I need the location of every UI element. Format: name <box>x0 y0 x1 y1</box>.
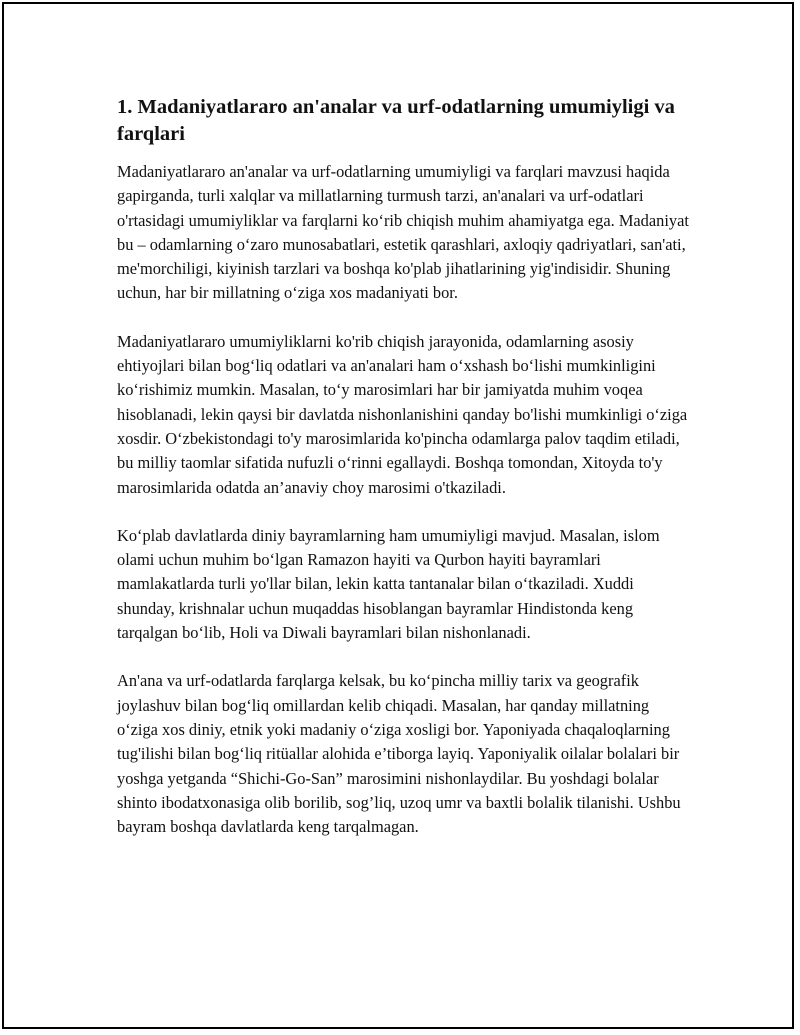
paragraph-4: An'ana va urf-odatlarda farqlarga kelsak, bu ko‘pincha milliy tarix va geografik joylashuv bilan bog‘liq omillardan kelib chiqadi. Masalan, har qanday millatning o‘ziga xos diniy, etnik yoki madaniy o‘ziga xosligi bor. Yaponiyada chaqaloqlarning tug'ilishi bilan bog‘liq ritüallar alohida e’tiborga layiq. Yaponiyalik oilalar bolalari bir yoshga yetganda “Shichi-Go-San” marosimini nishonlaydilar. Bu yoshdagi bolalar shinto ibodatxonasiga olib borilib, sog’liq, uzoq umr va baxtli bolalik tilanishi. Ushbu bayram boshqa davlatlarda keng tarqalmagan. <box>117 671 681 837</box>
section-heading: 1. Madaniyatlararo an'analar va urf-odatlarning umumiyligi va farqlari <box>117 96 675 145</box>
paragraph-2: Madaniyatlararo umumiyliklarni ko'rib chiqish jarayonida, odamlarning asosiy ehtiyojlari bilan bog‘liq odatlari va an'analari ham o‘xshash bo‘lishi mumkinligini ko‘rishimiz mumkin. Masalan, to‘y marosimlari har bir jamiyatda muhim voqea hisoblanadi, lekin qaysi bir davlatda nishonlanishini qanday bo'lishi mumkinligi o‘ziga xosdir. O‘zbekistondagi to'y marosimlarida ko'pincha odamlarga palov taqdim etiladi, bu milliy taomlar sifatida nufuzli o‘rinni egallaydi. Boshqa tomondan, Xitoyda to'y marosimlarida odatda an’anaviy choy marosimi o'tkaziladi. <box>117 331 688 497</box>
paragraph-1: Madaniyatlararo an'analar va urf-odatlarning umumiyligi va farqlari mavzusi haqida gapirganda, turli xalqlar va millatlarning turmush tarzi, an'analari va urf-odatlari o'rtasidagi umumiyliklar va farqlarni ko‘rib chiqish muhim ahamiyatga ega. Madaniyat bu – odamlarning o‘zaro munosabatlari, estetik qarashlari, axloqiy qadriyatlari, san'ati, me'morchiligi, kiyinish tarzlari va boshqa ko'plab jihatlarining yig'indisidir. Shuning uchun, har bir millatning o‘ziga xos madaniyati bor. <box>117 162 689 303</box>
document-body <box>117 94 692 863</box>
paragraph-3: Ko‘plab davlatlarda diniy bayramlarning ham umumiyligi mavjud. Masalan, islom olami uchun muhim bo‘lgan Ramazon hayiti va Qurbon hayiti bayramlari mamlakatlarda turli yo'llar bilan, lekin katta tantanalar bilan o‘tkaziladi. Xuddi shunday, krishnalar uchun muqaddas hisoblangan bayramlar Hindistonda keng tarqalgan bo‘lib, Holi va Diwali bayramlari bilan nishonlanadi. <box>117 525 660 643</box>
